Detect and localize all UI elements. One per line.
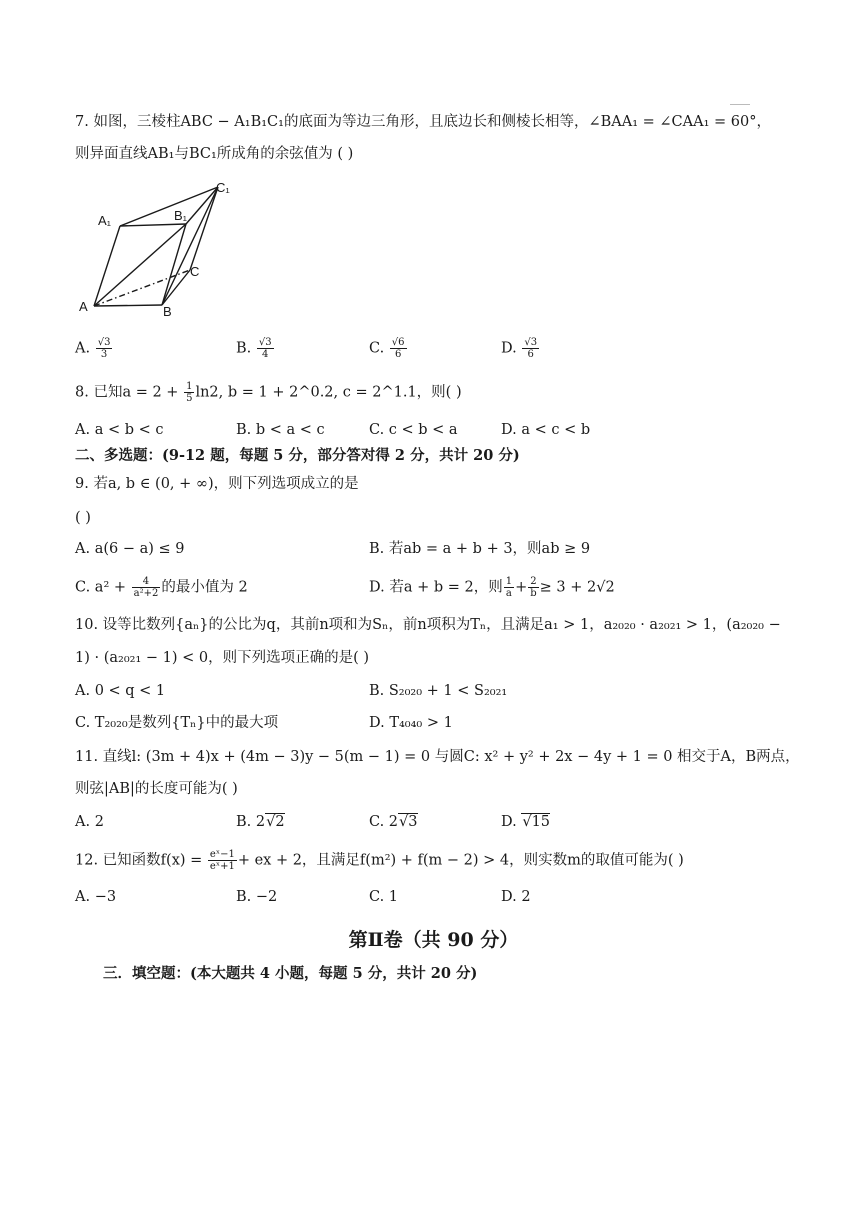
- q7-option-b: B. $\frac{√3}{4}$: [236, 337, 272, 360]
- label-B: B: [163, 304, 172, 318]
- q12-option-b: B. −2: [236, 889, 278, 905]
- label-C: C: [190, 264, 200, 279]
- q12-stem: 12. 已知函数f(x) = $\frac{\text{eˣ−1}}{\text{eˣ+1}}$ + ex + 2，且满足f(m²) + f(m − 2) > 4，则实数m的取值可能为( ): [75, 849, 684, 872]
- q9-option-a: A. a(6 − a) ≤ 9: [75, 541, 185, 557]
- q8-option-a: A. a < b < c: [75, 422, 164, 438]
- q10-stem-line1: 10. 设等比数列{aₙ}的公比为q，其前n项和为Sₙ，前n项积为Tₙ，且满足a₁ > 1，a₂₀₂₀ · a₂₀₂₁ > 1，(a₂₀₂₀ −: [75, 617, 781, 633]
- diagonal-BC1: [162, 187, 218, 305]
- section3-heading: 三．填空题：(本大题共 4 小题，每题 5 分，共计 20 分): [103, 965, 478, 982]
- q9-option-c: C. a² + $\frac{4}{\text{a²+2}}$ 的最小值为 2: [75, 576, 248, 599]
- q8-stem: 8. 已知a = 2 + $\frac{1}{5}$ ln2, b = 1 + 2^0.2, c = 2^1.1，则( ): [75, 381, 462, 404]
- q11-stem-line2: 则弦|AB|的长度可能为( ): [75, 781, 238, 797]
- q8-option-c: C. c < b < a: [369, 422, 458, 438]
- q9-option-b: B. 若ab = a + b + 3，则ab ≥ 9: [369, 541, 591, 557]
- q9-option-d: D. 若a + b = 2，则 $\frac{1}{a}$ + $\frac{2}{b}$ ≥ 3 + 2√2: [369, 576, 615, 599]
- q9-stem-line2: ( ): [75, 510, 91, 526]
- label-C1: C₁: [216, 180, 230, 195]
- prism-figure: [78, 178, 238, 318]
- q8-option-b: B. b < a < c: [236, 422, 325, 438]
- q11-stem-line1: 11. 直线l: (3m + 4)x + (4m − 3)y − 5(m − 1) = 0 与圆C: x² + y² + 2x − 4y + 1 = 0 相交于A，B两点，: [75, 749, 800, 765]
- part2-title: 第Ⅱ卷（共 90 分）: [348, 929, 519, 951]
- label-A1: A₁: [98, 213, 112, 228]
- edge-AB: [94, 305, 162, 306]
- q12-option-c: C. 1: [369, 889, 399, 905]
- scan-mark: [730, 104, 750, 105]
- edge-BB1: [162, 224, 186, 305]
- q11-option-a: A. 2: [75, 814, 104, 830]
- q9-stem-line1: 9. 若a, b ∈ (0, + ∞)，则下列选项成立的是: [75, 476, 359, 492]
- q11-option-b: B. 2√2: [236, 814, 285, 830]
- q10-option-b: B. S₂₀₂₀ + 1 < S₂₀₂₁: [369, 683, 508, 699]
- q7-stem-line1: 7. 如图，三棱柱ABC − A₁B₁C₁的底面为等边三角形，且底边长和侧棱长相等，∠BAA₁ = ∠CAA₁ = 60°，: [75, 114, 771, 130]
- q11-option-d: D. √15: [501, 814, 551, 830]
- q10-option-c: C. T₂₀₂₀是数列{Tₙ}中的最大项: [75, 715, 279, 731]
- q7-option-a: A. $\frac{√3}{3}$: [75, 337, 111, 360]
- edge-B1C1: [186, 187, 218, 224]
- label-B1: B₁: [174, 208, 188, 223]
- edge-CC1: [190, 187, 218, 270]
- q10-stem-line2: 1) · (a₂₀₂₁ − 1) < 0，则下列选项正确的是( ): [75, 650, 370, 666]
- edge-A1C1: [120, 187, 218, 226]
- q7-option-d: D. $\frac{√3}{6}$: [501, 337, 538, 360]
- q7-stem-line2: 则异面直线AB₁与BC₁所成角的余弦值为 ( ): [75, 146, 354, 162]
- q12-option-d: D. 2: [501, 889, 531, 905]
- q7-option-c: C. $\frac{√6}{6}$: [369, 337, 405, 360]
- q8-option-d: D. a < c < b: [501, 422, 591, 438]
- q11-option-c: C. 2√3: [369, 814, 418, 830]
- section2-heading: 二、多选题：(9-12 题，每题 5 分，部分答对得 2 分，共计 20 分): [75, 447, 520, 464]
- q12-option-a: A. −3: [75, 889, 117, 905]
- edge-A1B1: [120, 224, 186, 226]
- q10-option-a: A. 0 < q < 1: [75, 683, 166, 699]
- label-A: A: [79, 299, 88, 314]
- q10-option-d: D. T₄₀₄₀ > 1: [369, 715, 453, 731]
